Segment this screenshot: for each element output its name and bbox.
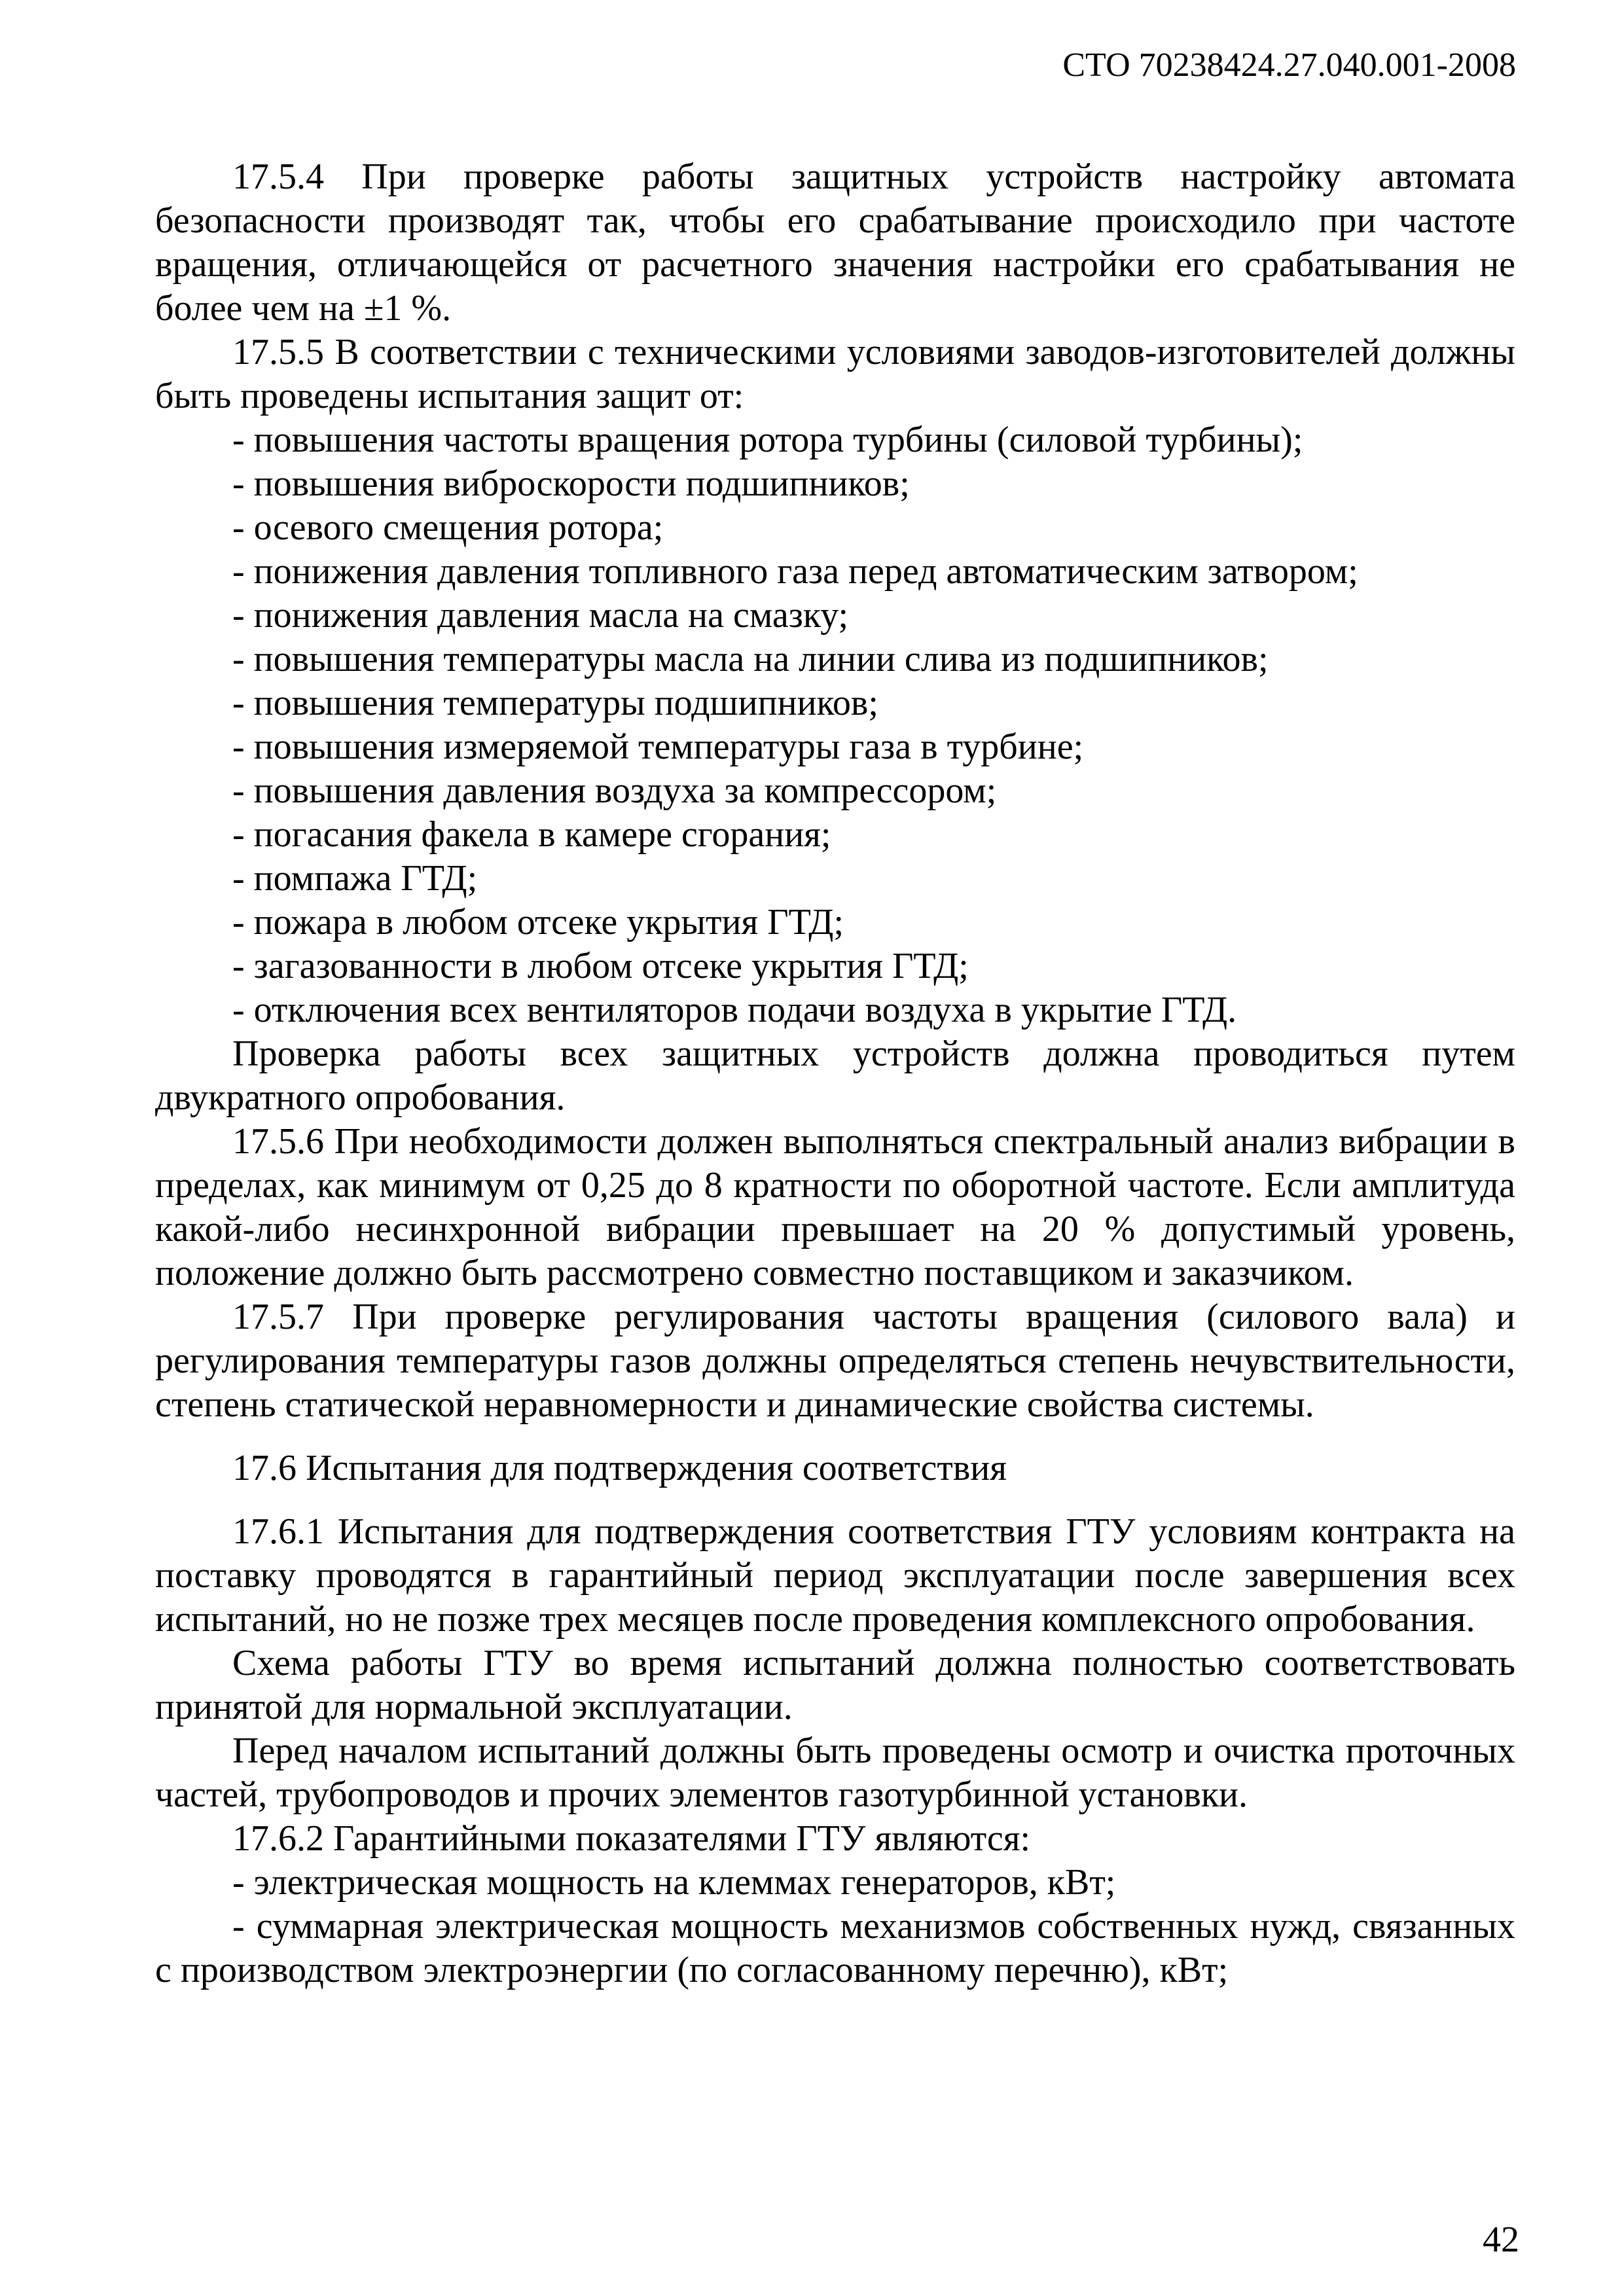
paragraph-17-5-4: 17.5.4 При проверке работы защитных устройств настройку автомата безопасности производят так, чтобы его срабатывание происходило при частоте вращения, отличающейся от расчетного значения настройки его срабатывания не более чем на ±1 %. (155, 156, 1515, 329)
list-item: - повышения измеряемой температуры газа в турбине; (232, 726, 1084, 767)
list-item: - повышения виброскорости подшипников; (232, 463, 910, 504)
page-number: 42 (1483, 2219, 1519, 2260)
list-item: - понижения давления топливного газа перед автоматическим затвором; (232, 551, 1358, 592)
paragraph-17-5-6: 17.5.6 При необходимости должен выполняться спектральный анализ вибрации в пределах, как минимум от 0,25 до 8 кратности по оборотной частоте. Если амплитуда какой-либо несинхронной вибрации превышает на 20 % допустимый уровень, положение должно быть рассмотрено совместно поставщиком и заказчиком. (155, 1121, 1515, 1293)
paragraph-17-5-5: 17.5.5 В соответствии с техническими условиями заводов-изготовителей должны быть проведены испытания защит от: (155, 332, 1515, 416)
list-item: - отключения всех вентиляторов подачи воздуха в укрытие ГТД. (232, 990, 1237, 1030)
guarantee-item-power: - электрическая мощность на клеммах генераторов, кВт; (232, 1862, 1116, 1903)
list-item: - пожара в любом отсеке укрытия ГТД; (232, 902, 844, 942)
paragraph-scheme: Схема работы ГТУ во время испытаний должна полностью соответствовать принятой для нормальной эксплуатации. (155, 1643, 1515, 1727)
list-item: - загазованности в любом отсеке укрытия ГТД; (232, 946, 969, 986)
paragraph-17-5-7: 17.5.7 При проверке регулирования частоты вращения (силового вала) и регулирования температуры газов должны определяться степень нечувствительности, степень статической неравномерности и динамические свойства системы. (155, 1297, 1515, 1425)
guarantee-item-aux-power: - суммарная электрическая мощность механизмов собственных нужд, связанных с производством электроэнергии (по согласованному перечню), кВт; (155, 1906, 1515, 1990)
list-item: - осевого смещения ротора; (232, 507, 664, 548)
paragraph-check: Проверка работы всех защитных устройств должна проводиться путем двукратного опробования. (155, 1033, 1515, 1118)
list-item: - повышения температуры подшипников; (232, 683, 878, 723)
document-code-header: СТО 70238424.27.040.001-2008 (1062, 46, 1516, 84)
section-heading-17-6: 17.6 Испытания для подтверждения соответствия (232, 1448, 1007, 1488)
paragraph-17-6-2: 17.6.2 Гарантийными показателями ГТУ являются: (232, 1818, 1031, 1859)
list-item: - понижения давления масла на смазку; (232, 595, 849, 636)
protections-list (155, 418, 1515, 1032)
list-item: - повышения температуры масла на линии слива из подшипников; (232, 639, 1269, 679)
paragraph-before: Перед началом испытаний должны быть проведены осмотр и очистка проточных частей, трубопроводов и прочих элементов газотурбинной установки. (155, 1731, 1515, 1815)
document-body (155, 155, 1515, 1992)
list-item: - повышения давления воздуха за компрессором; (232, 770, 997, 811)
list-item: - повышения частоты вращения ротора турбины (силовой турбины); (232, 420, 1303, 460)
list-item: - помпажа ГТД; (232, 858, 478, 899)
list-item: - погасания факела в камере сгорания; (232, 814, 831, 855)
paragraph-17-6-1: 17.6.1 Испытания для подтверждения соответствия ГТУ условиям контракта на поставку проводятся в гарантийный период эксплуатации после завершения всех испытаний, но не позже трех месяцев после проведения комплексного опробования. (155, 1511, 1515, 1640)
